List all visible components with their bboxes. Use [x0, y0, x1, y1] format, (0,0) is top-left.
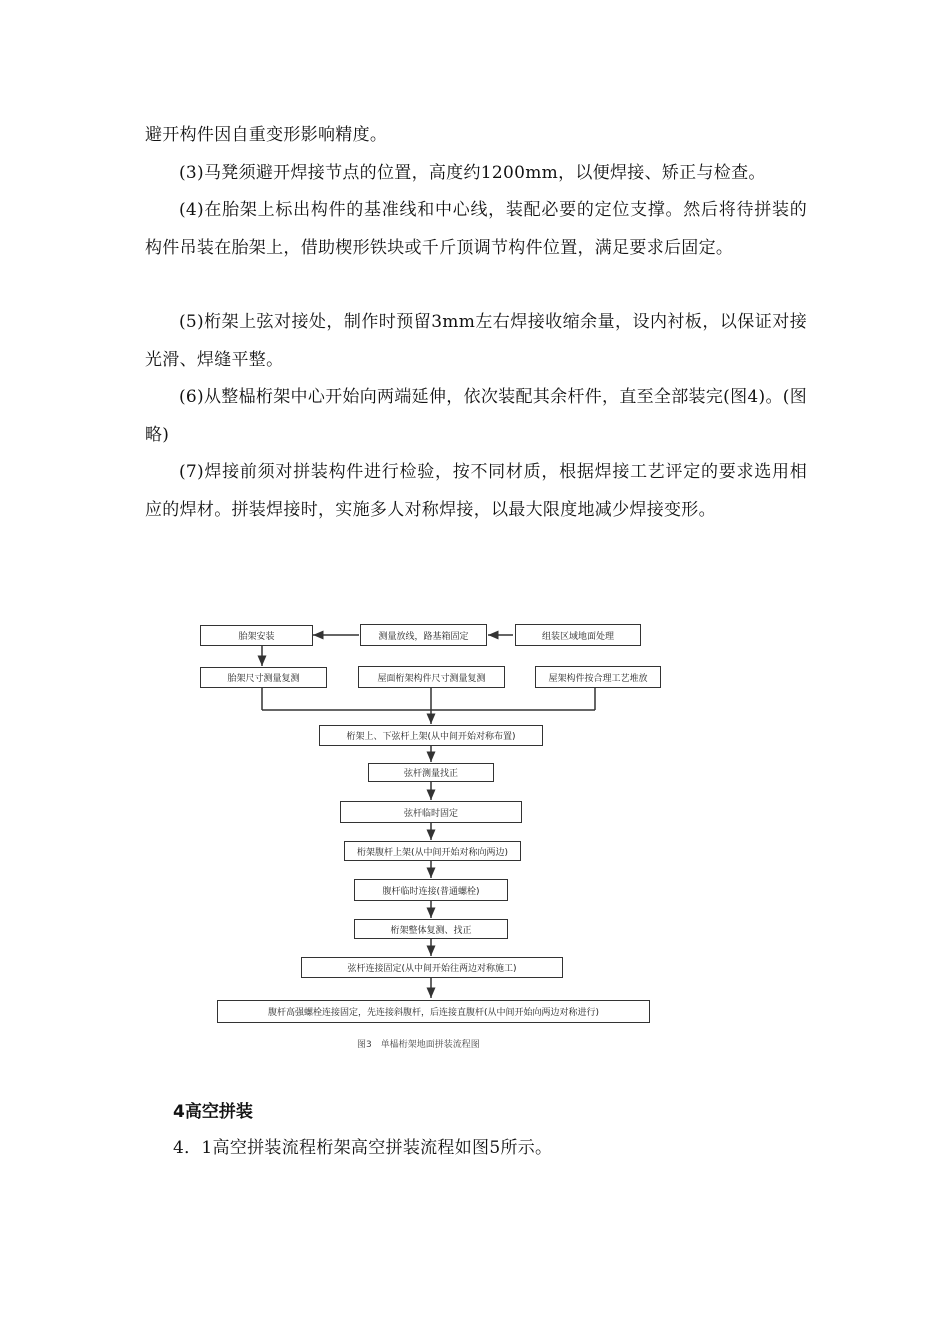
box-b12: 桁架整体复测、找正: [354, 919, 508, 939]
box-b7: 桁架上、下弦杆上架(从中间开始对称布置): [319, 725, 543, 746]
paragraph-item-6: (6)从整榀桁架中心开始向两端延伸，依次装配其余杆件，直至全部装完(图4)。(图略): [145, 387, 807, 445]
box-b14: 腹杆高强螺栓连接固定，先连接斜腹杆，后连接直腹杆(从中间开始向两边对称进行): [217, 1000, 650, 1023]
box-b3: 组装区域地面处理: [515, 624, 641, 646]
paragraph-item-4: (4)在胎架上标出构件的基准线和中心线，装配必要的定位支撑。然后将待拼装的构件吊装在胎架上，借助楔形铁块或千斤顶调节构件位置，满足要求后固定。: [145, 200, 807, 258]
paragraph-item-3: (3)马凳须避开焊接节点的位置，高度约1200mm，以便焊接、矫正与检查。: [179, 163, 766, 183]
figure-caption: 图3 单榀桁架地面拼装流程图: [357, 1040, 480, 1050]
box-b2: 测量放线，路基箱固定: [360, 624, 487, 646]
box-b6: 屋架构件按合理工艺堆放: [535, 666, 661, 688]
section-paragraph: 4．1高空拼装流程桁架高空拼装流程如图5所示。: [173, 1138, 553, 1158]
paragraph-item-7: (7)焊接前须对拼装构件进行检验，按不同材质，根据焊接工艺评定的要求选用相应的焊材。拼装焊接时，实施多人对称焊接，以最大限度地减少焊接变形。: [145, 462, 807, 520]
paragraph-continuation: 避开构件因自重变形影响精度。: [145, 125, 388, 145]
paragraph-item-5: (5)桁架上弦对接处，制作时预留3mm左右焊接收缩余量，设内衬板，以保证对接光滑、焊缝平整。: [145, 312, 807, 370]
box-b4: 胎架尺寸测量复测: [200, 667, 327, 688]
assembly-flowchart-figure: [195, 612, 665, 1062]
box-b11: 腹杆临时连接(普通螺栓): [354, 879, 508, 901]
box-b13: 弦杆连接固定(从中间开始往两边对称施工): [301, 957, 563, 978]
box-b10: 桁架腹杆上架(从中间开始对称向两边): [344, 841, 521, 861]
box-b5: 屋面桁架构件尺寸测量复测: [358, 666, 505, 688]
section-heading: 4高空拼装: [173, 1102, 253, 1122]
box-b8: 弦杆测量找正: [368, 763, 494, 782]
box-b9: 弦杆临时固定: [340, 801, 522, 823]
box-b1: 胎架安装: [200, 625, 313, 646]
